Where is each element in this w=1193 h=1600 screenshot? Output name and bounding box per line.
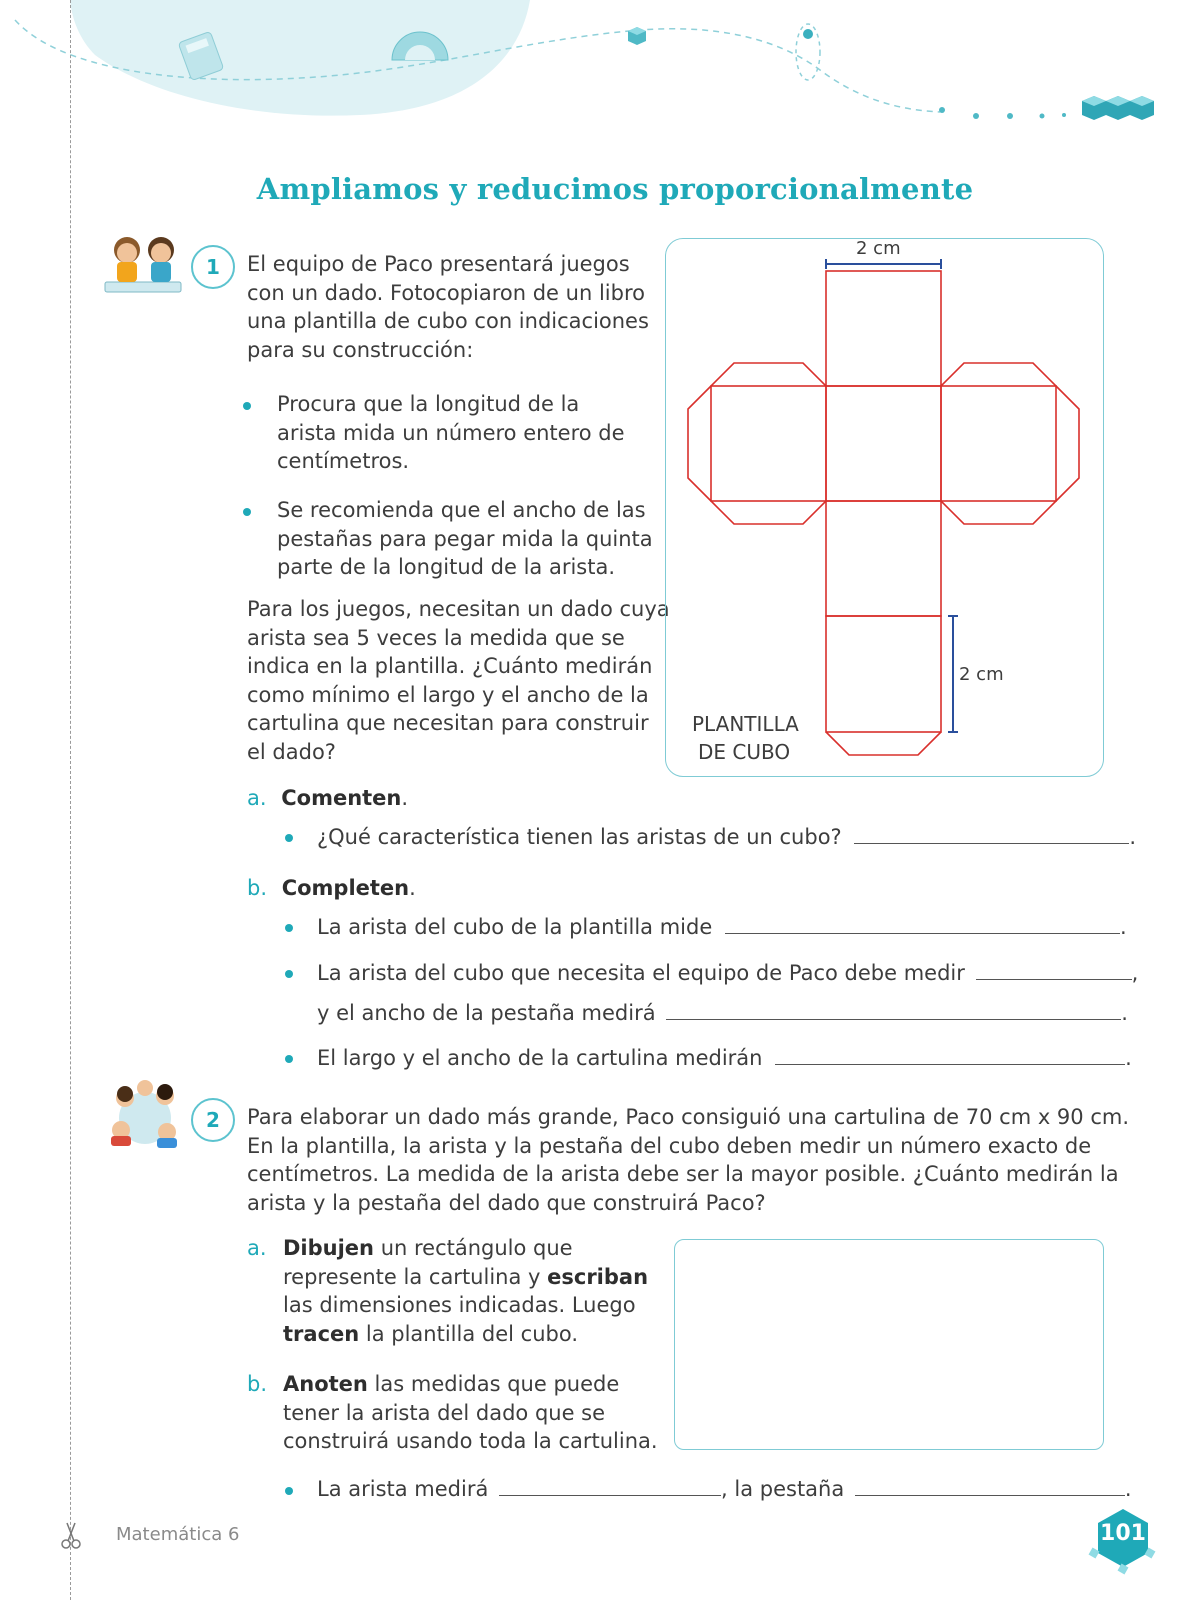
measure-lines [826,259,958,732]
bullet [243,402,251,410]
cube-net-diagram [665,238,1105,778]
problem-number-2: 2 [191,1098,235,1142]
bullet [243,508,251,516]
text-line: como mínimo el largo y el ancho de la [247,682,649,707]
answer-blank[interactable] [666,999,1121,1020]
part-a-question: ¿Qué característica tienen las aristas de un cubo? . [317,825,1137,849]
text-line: indica en la plantilla. ¿Cuánto medirán [247,654,653,678]
problem2-part-a [283,1234,648,1348]
pestana-blank[interactable] [855,1475,1125,1496]
text-line: Para los juegos, necesitan un dado cuya [247,597,670,621]
problem2-part-b [283,1370,658,1456]
bullet [285,970,293,978]
instruction-bullet-1 [277,390,625,476]
answer-blank[interactable] [854,823,1129,844]
text-line: Para elaborar un dado más grande, Paco consiguió una cartulina de 70 cm x 90 cm. [247,1105,1129,1129]
answer-text: La arista medirá [317,1477,489,1501]
part-verb: Comenten [281,786,402,810]
cube-net [688,271,1079,755]
text-line: En la plantilla, la arista y la pestaña del cubo deben medir un número exacto de [247,1133,1092,1158]
scissors-icon [60,1520,82,1550]
part-letter: a. [247,786,267,810]
bullet [285,1487,293,1495]
part-letter: a. [247,1236,267,1260]
verb: Dibujen [283,1236,375,1260]
item-text: El largo y el ancho de la cartulina medirán [317,1046,763,1070]
cubes-icon [1082,96,1154,120]
part-b-item-2: La arista del cubo que necesita el equipo de Paco debe medir , [317,961,1139,985]
pin-icon [796,24,820,80]
verb: tracen [283,1321,360,1346]
text-line: arista mida un número entero de [277,420,625,445]
text-line: PLANTILLA [692,712,799,736]
template-label [692,710,799,766]
text-line: una plantilla de cubo con indicaciones [247,309,649,333]
text-line: arista y la pestaña del dado que construirá Paco? [247,1190,766,1215]
arista-blank[interactable] [499,1475,721,1496]
part-b-heading [247,874,416,903]
kids-group-icon [107,1078,183,1148]
part-b-item-2b: y el ancho de la pestaña medirá . [317,1001,1128,1025]
part-b-item-3: El largo y el ancho de la cartulina medirán . [317,1046,1132,1070]
text-line: construirá usando toda la cartulina. [283,1429,658,1453]
item-text: y el ancho de la pestaña medirá [317,1001,656,1025]
text-line: DE CUBO [698,740,791,764]
answer-blank[interactable] [725,913,1120,934]
verb: Anoten [283,1372,368,1396]
text-line: el dado? [247,739,336,764]
part-tail: . [409,876,416,900]
item-text: La arista del cubo que necesita el equipo de Paco debe medir [317,961,965,985]
answer-blank[interactable] [775,1044,1125,1065]
top-measure-label: 2 cm [856,238,901,259]
text-line: pestañas para pegar mida la quinta [277,526,653,551]
text-line: centímetros. [277,449,410,473]
item-text: La arista del cubo de la plantilla mide [317,915,713,939]
page-title: Ampliamos y reducimos proporcionalmente [256,172,974,206]
text-line: las dimensiones indicadas. Luego [283,1293,636,1317]
question-text: ¿Qué característica tienen las aristas de un cubo? [317,825,842,849]
page-number: 101 [1100,1521,1146,1546]
side-measure-label: 2 cm [959,664,1004,685]
drawing-area[interactable] [674,1239,1104,1450]
part-letter: b. [247,1372,268,1396]
text-line: arista sea 5 veces la medida que se [247,625,625,650]
problem1-intro [247,250,649,364]
text-line: Procura que la longitud de la [277,392,580,416]
part-a-heading [247,784,408,813]
text-line: tener la arista del dado que se [283,1400,606,1425]
text: las medidas que puede [367,1372,620,1396]
text-line: cartulina que necesitan para construir [247,711,649,735]
verb: escriban [547,1264,649,1289]
answer-text: , la pestaña [721,1477,845,1501]
text-line: Se recomienda que el ancho de las [277,498,646,522]
text-line: parte de la longitud de la arista. [277,555,616,579]
instruction-bullet-2 [277,496,653,582]
text-line: centímetros. La medida de la arista debe ser la mayor posible. ¿Cuánto medirán la [247,1162,1119,1186]
book-title: Matemática 6 [116,1524,240,1545]
part-letter: b. [247,876,268,900]
text-line: con un dado. Fotocopiaron de un libro [247,280,645,305]
part-tail: . [401,786,409,810]
bullet [285,924,293,932]
part-verb: Completen [281,876,410,900]
text-line: El equipo de Paco presentará juegos [247,252,630,276]
kids-reading-icon [103,232,183,298]
text-line: para su construcción: [247,337,474,362]
problem2-answer: La arista medirá , la pestaña . [317,1477,1132,1501]
header-decoration [0,0,1193,140]
problem1-question [247,595,670,766]
dots-decoration [939,107,1066,119]
cut-line [70,0,71,1600]
bullet [285,1055,293,1063]
text: la plantilla del cubo. [359,1321,578,1346]
part-b-item-1: La arista del cubo de la plantilla mide . [317,915,1127,939]
problem-number-1: 1 [191,245,235,289]
small-cube-icon [628,27,646,45]
bullet [285,834,293,842]
text: un rectángulo que [374,1236,573,1260]
problem2-text [247,1103,1129,1217]
answer-blank[interactable] [976,959,1132,980]
text: represente la cartulina y [283,1264,548,1289]
